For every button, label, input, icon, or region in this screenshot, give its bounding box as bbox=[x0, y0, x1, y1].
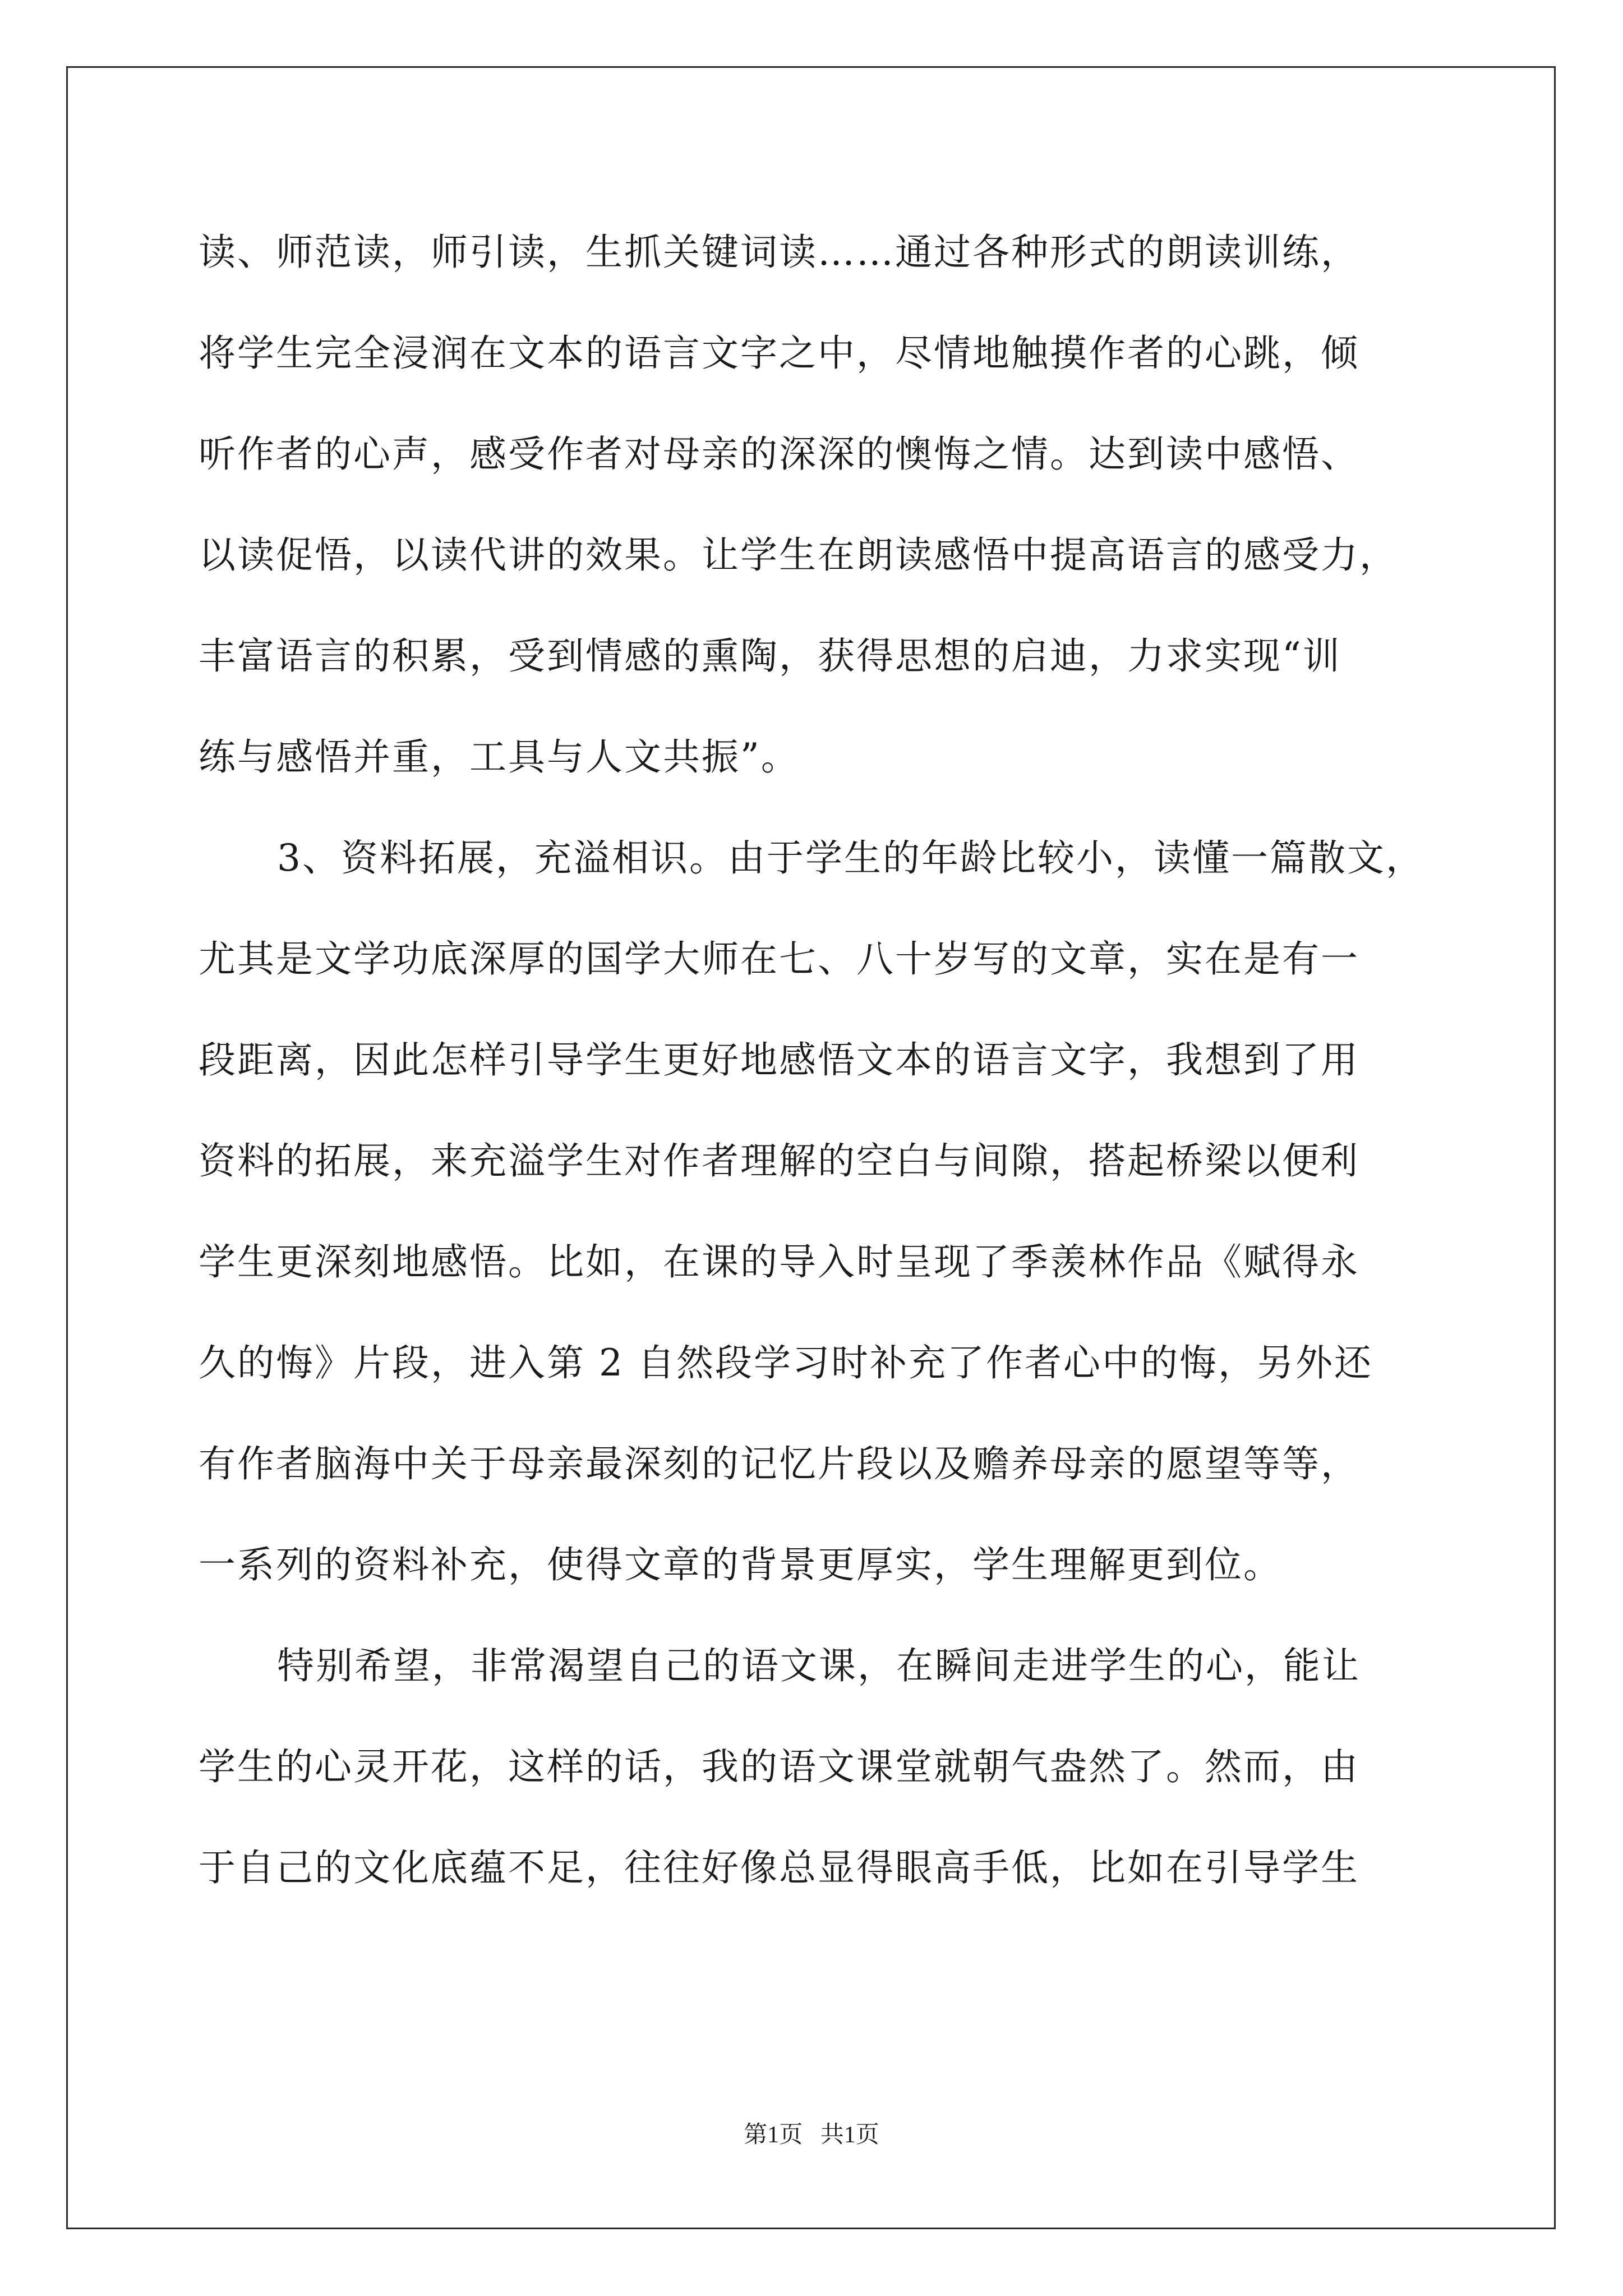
text-line: 读、师范读，师引读，生抓关键词读……通过各种形式的朗读训练， bbox=[199, 231, 1359, 274]
text-line: 学生的心灵开花，这样的话，我的语文课堂就朝气盎然了。然而，由 bbox=[199, 1745, 1359, 1788]
text-line: 久的悔》片段，进入第 2 自然段学习时补充了作者心中的悔，另外还 bbox=[199, 1341, 1373, 1384]
text-line: 于自己的文化底蕴不足，往往好像总显得眼高手低，比如在引导学生 bbox=[199, 1846, 1359, 1889]
document-body bbox=[199, 202, 1449, 1918]
text-line: 将学生完全浸润在文本的语言文字之中，尽情地触摸作者的心跳，倾 bbox=[199, 332, 1359, 375]
text-line: 尤其是文学功底深厚的国学大师在七、八十岁写的文章，实在是有一 bbox=[199, 937, 1359, 981]
page-footer: 第1页 共1页 bbox=[744, 2122, 879, 2148]
paragraph-start-line: 特别希望，非常渴望自己的语文课，在瞬间走进学生的心，能让 bbox=[277, 1644, 1361, 1687]
text-line: 以读促悟，以读代讲的效果。让学生在朗读感悟中提高语言的感受力， bbox=[199, 533, 1398, 577]
text-line: 听作者的心声，感受作者对母亲的深深的懊悔之情。达到读中感悟、 bbox=[199, 432, 1359, 476]
text-line: 丰富语言的积累，受到情感的熏陶，获得思想的启迪，力求实现“训 bbox=[199, 634, 1341, 678]
paragraph-start-line: 3、资料拓展，充溢相识。由于学生的年龄比较小，读懂一篇散文， bbox=[277, 836, 1424, 880]
text-line: 学生更深刻地感悟。比如，在课的导入时呈现了季羡林作品《赋得永 bbox=[199, 1240, 1359, 1283]
text-line: 段距离，因此怎样引导学生更好地感悟文本的语言文字，我想到了用 bbox=[199, 1038, 1359, 1082]
text-line: 练与感悟并重，工具与人文共振”。 bbox=[199, 735, 800, 779]
text-line: 一系列的资料补充，使得文章的背景更厚实，学生理解更到位。 bbox=[199, 1543, 1282, 1586]
text-line: 有作者脑海中关于母亲最深刻的记忆片段以及赡养母亲的愿望等等， bbox=[199, 1442, 1359, 1485]
text-line: 资料的拓展，来充溢学生对作者理解的空白与间隙，搭起桥梁以便利 bbox=[199, 1139, 1359, 1182]
